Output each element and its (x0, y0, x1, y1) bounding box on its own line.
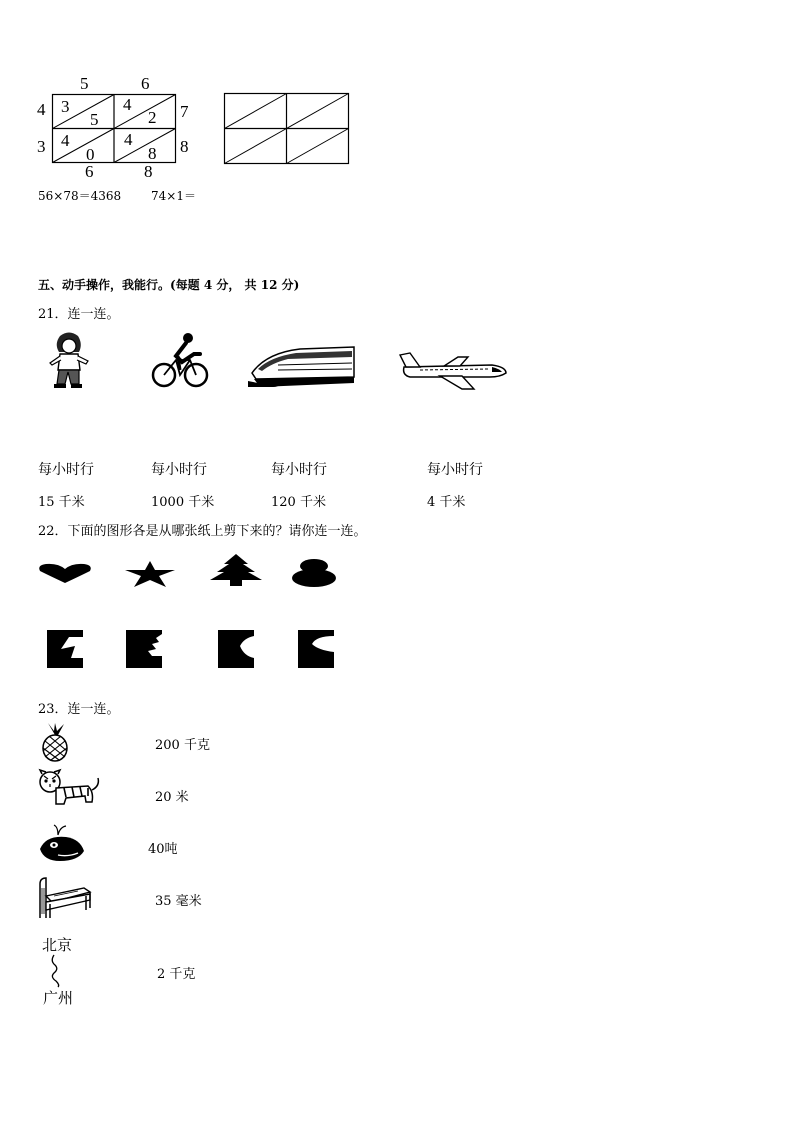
measure-value: 40吨 (148, 842, 178, 857)
speed-value: 1000 千米 (151, 495, 215, 510)
section-title: 五、动手操作，我能行。(每题 4 分， 共 12 分) (38, 278, 300, 292)
heart-icon (38, 563, 92, 585)
lattice-blank-grid (224, 93, 350, 165)
cut-paper-4 (298, 630, 334, 668)
route-line (46, 955, 70, 987)
train-icon (248, 343, 358, 389)
airplane-icon (396, 349, 508, 391)
measure-value: 35 毫米 (155, 894, 202, 909)
lattice-cell-ones: 8 (148, 144, 157, 163)
question-23-label: 23．连一连。 (38, 702, 120, 717)
measure-value: 200 千克 (155, 738, 210, 753)
lattice-left-digit: 4 (37, 100, 46, 119)
speed-value: 15 千米 (38, 495, 85, 510)
speed-label: 每小时行 (271, 462, 327, 478)
lattice-bottom-digit: 6 (85, 162, 94, 181)
map-label-guangzhou: 广州 (43, 989, 74, 1007)
lattice-cell-ones: 2 (148, 108, 157, 127)
lattice-cell-ones: 5 (90, 110, 99, 129)
whale-icon (38, 825, 86, 865)
lattice-bottom-digit: 8 (144, 162, 153, 181)
speed-label: 每小时行 (151, 462, 207, 478)
measure-value: 2 千克 (157, 967, 196, 982)
speed-value: 120 千米 (271, 495, 326, 510)
lattice-cell-tens: 3 (61, 97, 70, 116)
lattice-cell-ones: 0 (86, 145, 95, 164)
speed-value: 4 千米 (427, 495, 466, 510)
equation-exercise: 74×1＝ (151, 189, 196, 203)
equation-example: 56×78＝4368 (38, 189, 122, 203)
bed-icon (38, 874, 92, 920)
speed-label: 每小时行 (427, 462, 483, 478)
star-icon (124, 561, 176, 587)
lattice-right-digit: 7 (180, 102, 189, 121)
cut-paper-1 (47, 630, 83, 668)
tiger-icon (36, 770, 102, 808)
lattice-cell-tens: 4 (123, 95, 132, 114)
cyclist-icon (150, 332, 210, 390)
lattice-top-digit: 6 (141, 74, 150, 93)
speed-label: 每小时行 (38, 462, 94, 478)
measure-value: 20 米 (155, 790, 189, 805)
tree-icon (208, 554, 264, 586)
mushroom-icon (291, 559, 337, 587)
question-22-label: 22．下面的图形各是从哪张纸上剪下来的？请你连一连。 (38, 524, 367, 539)
cut-paper-2 (126, 630, 162, 668)
map-label-beijing: 北京 (42, 936, 73, 954)
cut-paper-3 (218, 630, 254, 668)
person-icon (46, 330, 92, 390)
pineapple-icon (38, 723, 72, 761)
lattice-cell-tens: 4 (124, 130, 133, 149)
lattice-cell-tens: 4 (61, 131, 70, 150)
question-21-label: 21．连一连。 (38, 307, 120, 322)
lattice-grid (52, 94, 177, 164)
lattice-left-digit: 3 (37, 137, 46, 156)
lattice-top-digit: 5 (80, 74, 89, 93)
lattice-right-digit: 8 (180, 137, 189, 156)
